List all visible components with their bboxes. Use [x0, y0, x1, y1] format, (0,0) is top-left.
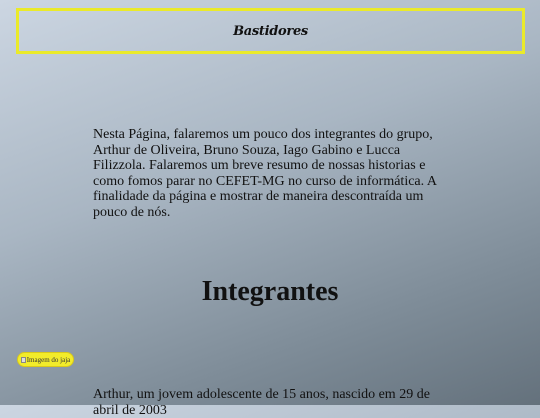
- page-title: Bastidores: [233, 23, 308, 39]
- member-bio: Arthur, um jovem adolescente de 15 anos, nascido em 29 de abril de 2003: [93, 387, 430, 418]
- broken-image-icon: [21, 357, 26, 363]
- broken-image-placeholder: [21, 356, 71, 364]
- section-heading-integrantes: Integrantes: [201, 276, 339, 307]
- member-photo: [17, 352, 74, 367]
- header-banner: [16, 8, 525, 54]
- intro-paragraph: Nesta Página, falaremos um pouco dos integrantes do grupo, Arthur de Oliveira, Bruno Souza, Iago Gabino e Lucca Filizzola. Falaremos um breve resumo de nossas historias e como fomos parar no CEFET-MG no curso de informática. A finalidade da página e mostrar de maneira descontraída um pouco de nós.: [93, 127, 437, 220]
- member-photo-alt-text: Imagem do jaja: [26, 355, 71, 364]
